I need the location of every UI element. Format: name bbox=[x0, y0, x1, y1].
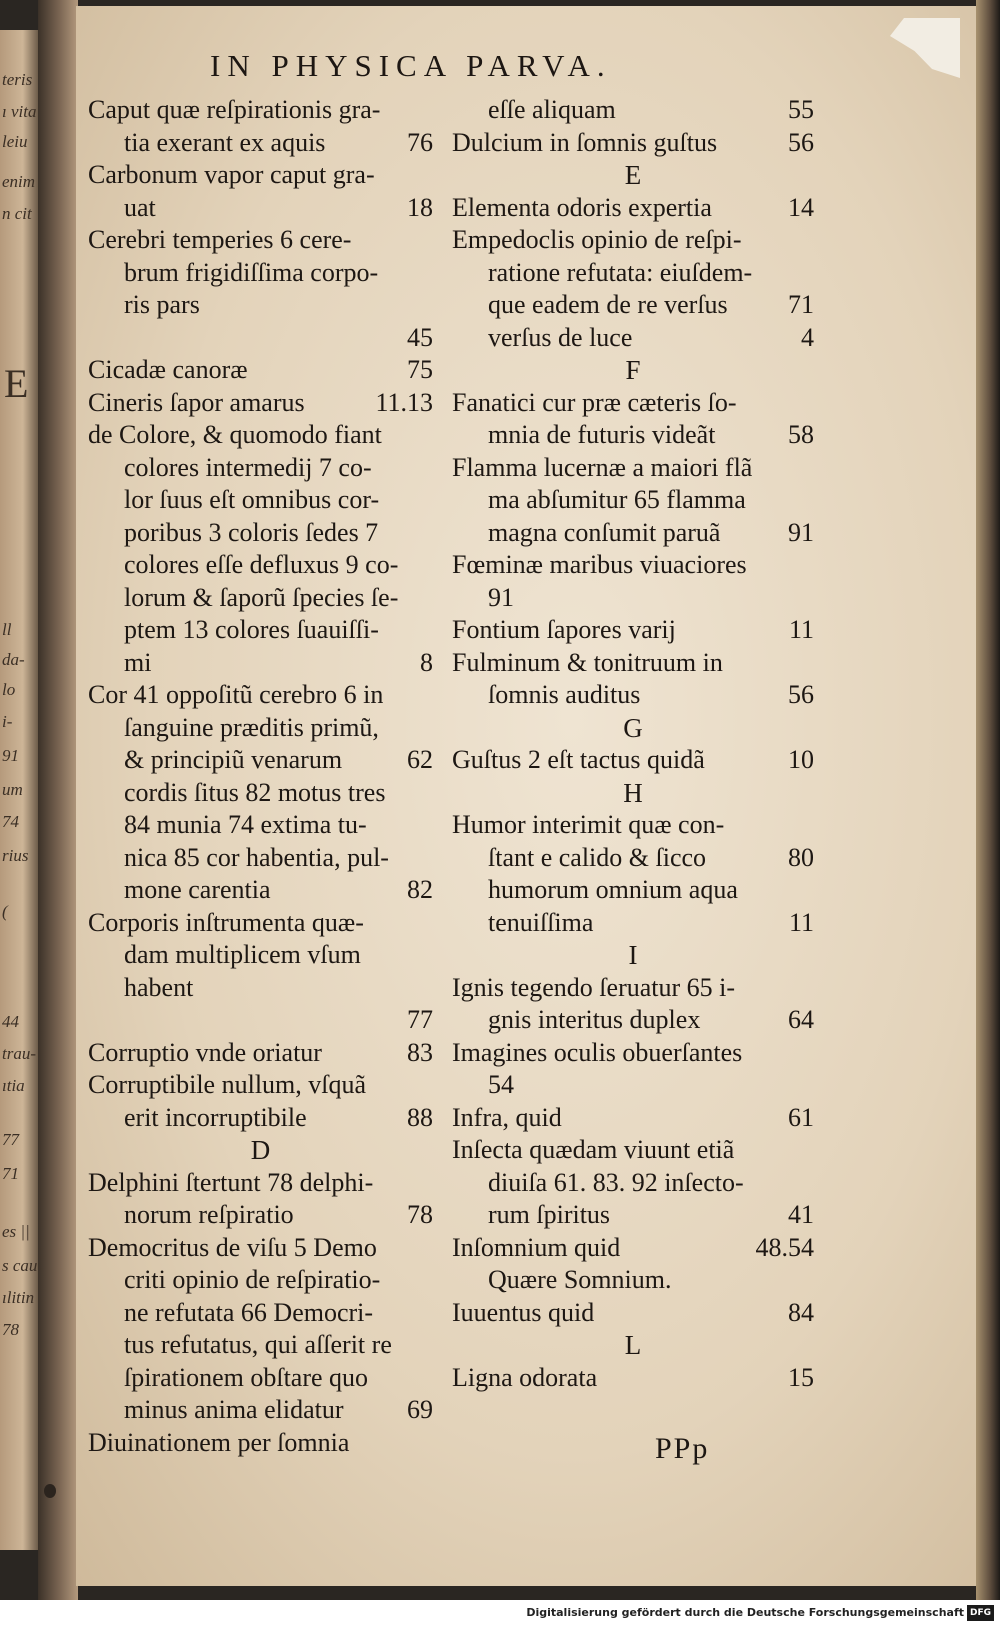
entry-text: norum reſpiratio bbox=[124, 1200, 294, 1229]
page-reference: 11.13 bbox=[375, 387, 433, 417]
index-entry-line bbox=[88, 1167, 433, 1200]
index-entry-line bbox=[88, 549, 433, 582]
page-reference: 11 bbox=[788, 615, 814, 644]
entry-text: Humor interimit quæ con- bbox=[452, 810, 725, 839]
index-entry-line bbox=[452, 1167, 814, 1200]
index-entry-line bbox=[452, 842, 814, 875]
index-entry-line bbox=[88, 192, 433, 225]
entry-text: Flamma lucernæ a maiori flã bbox=[452, 452, 753, 482]
index-entry-line bbox=[88, 582, 433, 615]
index-entry-line bbox=[88, 419, 433, 452]
entry-text: Empedoclis opinio de reſpi- bbox=[452, 225, 742, 254]
entry-text: Cineris ſapor amarus bbox=[88, 387, 305, 417]
index-entry-line bbox=[88, 874, 433, 907]
previous-page-fragment: trau- bbox=[2, 1044, 36, 1063]
entry-text: mi bbox=[124, 647, 152, 677]
signature-mark: PPp bbox=[655, 1432, 710, 1465]
page-reference: 56 bbox=[788, 127, 814, 157]
previous-page-fragment: ı vita bbox=[2, 102, 37, 121]
dfg-logo: DFG bbox=[967, 1605, 994, 1621]
index-entry-line bbox=[452, 809, 814, 842]
entry-text: poribus 3 coloris ſedes 7 bbox=[124, 517, 379, 547]
section-letter: I bbox=[628, 940, 638, 970]
index-entry-line bbox=[452, 1264, 814, 1297]
previous-page-fragment: ( bbox=[2, 902, 8, 921]
entry-text: minus anima elidatur bbox=[124, 1395, 344, 1424]
index-entry-line bbox=[452, 1232, 814, 1265]
index-column-left bbox=[88, 94, 433, 1459]
previous-page-fragment: n cit bbox=[2, 204, 32, 223]
entry-text: Corruptibile nullum, vſquã bbox=[88, 1070, 367, 1099]
entry-text: Fœminæ maribus viuaciores bbox=[452, 550, 747, 579]
funding-credit: Digitalisierung gefördert durch die Deutsche Forschungsgemeinschaft bbox=[526, 1606, 964, 1619]
index-entry-line bbox=[88, 1102, 433, 1135]
entry-text: ſtant e calido & ſicco bbox=[488, 842, 707, 872]
entry-text: magna conſumit paruã bbox=[488, 517, 721, 547]
previous-page-fragment: 74 bbox=[2, 812, 19, 831]
index-entry-line bbox=[452, 1069, 814, 1102]
index-entry-line bbox=[88, 484, 433, 517]
index-entry-line bbox=[88, 1004, 433, 1037]
page-reference: 48.54 bbox=[755, 1232, 814, 1262]
page-reference: 82 bbox=[407, 875, 433, 904]
page-fore-edge bbox=[976, 0, 1000, 1600]
page-reference: 76 bbox=[407, 127, 433, 157]
previous-page-fragment: 77 bbox=[2, 1130, 19, 1149]
index-entry-line bbox=[88, 712, 433, 745]
entry-text: uat bbox=[124, 192, 156, 222]
previous-page-fragment: enim bbox=[2, 172, 36, 191]
page-reference: 56 bbox=[788, 680, 814, 709]
previous-page-fragment: ıtia bbox=[2, 1076, 25, 1095]
previous-page-fragment: ll bbox=[2, 620, 12, 639]
entry-text: eſſe aliquam bbox=[488, 95, 616, 124]
index-entry-line bbox=[452, 452, 814, 485]
page-reference: 88 bbox=[407, 1102, 433, 1132]
entry-text: ratione refutata: eiuſdem- bbox=[488, 257, 753, 287]
index-entry-line bbox=[88, 1329, 433, 1362]
previous-page-fragment: rius bbox=[2, 846, 29, 865]
previous-page-fragment: leiu bbox=[2, 132, 28, 151]
index-entry-line bbox=[88, 517, 433, 550]
index-entry-line bbox=[452, 1037, 814, 1070]
entry-text: Quære Somnium. bbox=[488, 1265, 672, 1294]
index-entry-line bbox=[88, 1232, 433, 1265]
entry-text: Ligna odorata bbox=[452, 1362, 598, 1392]
index-entry-line bbox=[452, 1134, 814, 1167]
page-reference: 4 bbox=[801, 322, 814, 352]
entry-text: mone carentia bbox=[124, 875, 271, 904]
entry-text: Corruptio vnde oriatur bbox=[88, 1037, 322, 1067]
previous-page-fragment: 44 bbox=[2, 1012, 19, 1031]
index-entry-line bbox=[452, 1102, 814, 1135]
index-entry-line bbox=[88, 452, 433, 485]
index-entry-line bbox=[452, 224, 814, 257]
index-entry-line bbox=[452, 907, 814, 940]
entry-text: habent bbox=[124, 972, 194, 1002]
entry-text: que eadem de re verſus bbox=[488, 290, 728, 319]
index-entry-line bbox=[88, 907, 433, 940]
index-entry-line bbox=[88, 289, 433, 322]
page-reference: 62 bbox=[407, 745, 433, 774]
entry-text: Ignis tegendo ſeruatur 65 i- bbox=[452, 972, 736, 1002]
previous-page-fragment: i- bbox=[2, 712, 13, 731]
page-reference: 10 bbox=[788, 745, 814, 774]
index-entry-line bbox=[452, 419, 814, 452]
entry-text: colores intermedij 7 co- bbox=[124, 452, 372, 482]
page-reference: 69 bbox=[407, 1395, 433, 1424]
previous-page-fragment: um bbox=[2, 780, 23, 799]
entry-text: ne refutata 66 Democri- bbox=[124, 1297, 374, 1327]
section-letter: E bbox=[624, 160, 642, 190]
previous-page-fragment: E bbox=[4, 361, 29, 406]
book-gutter bbox=[38, 0, 78, 1600]
entry-text: ris pars bbox=[124, 290, 200, 319]
index-entry-line bbox=[452, 94, 814, 127]
entry-text: erit incorruptibile bbox=[124, 1102, 307, 1132]
index-entry-line bbox=[88, 1199, 433, 1232]
entry-text: dam multiplicem vſum bbox=[124, 940, 361, 969]
entry-text: tenuiſſima bbox=[488, 907, 594, 937]
page-reference: 55 bbox=[788, 95, 814, 124]
previous-page-fragment: 78 bbox=[2, 1320, 19, 1339]
entry-text: lorum & ſaporũ ſpecies ſe- bbox=[124, 582, 399, 612]
previous-page-fragment: 91 bbox=[2, 746, 19, 765]
page-reference: 75 bbox=[407, 355, 433, 384]
index-entry-line bbox=[88, 1297, 433, 1330]
entry-text: gnis interitus duplex bbox=[488, 1005, 701, 1034]
entry-text: Infra, quid bbox=[452, 1102, 562, 1132]
index-entry-line bbox=[452, 582, 814, 615]
index-entry-line bbox=[452, 387, 814, 420]
entry-text: ſpirationem obſtare quo bbox=[124, 1362, 369, 1392]
section-letter: L bbox=[624, 1330, 642, 1360]
index-entry-line bbox=[452, 1199, 814, 1232]
entry-text: ptem 13 colores ſuauiſſi- bbox=[124, 615, 379, 644]
entry-text: nica 85 cor habentia, pul- bbox=[124, 842, 389, 872]
page-reference: 91 bbox=[788, 517, 814, 547]
index-entry-line bbox=[88, 1394, 433, 1427]
index-entry-line bbox=[88, 127, 433, 160]
index-entry-line bbox=[452, 679, 814, 712]
index-entry-line bbox=[88, 842, 433, 875]
page-reference: 77 bbox=[407, 1005, 433, 1034]
index-entry-line bbox=[452, 1004, 814, 1037]
index-entry-line bbox=[88, 809, 433, 842]
page-reference: 80 bbox=[788, 842, 814, 872]
index-entry-line bbox=[88, 1069, 433, 1102]
entry-text: Caput quæ reſpirationis gra- bbox=[88, 95, 381, 124]
index-entry-line bbox=[452, 192, 814, 225]
page-reference: 58 bbox=[788, 420, 814, 449]
entry-text: criti opinio de reſpiratio- bbox=[124, 1265, 381, 1294]
entry-text: verſus de luce bbox=[488, 322, 633, 352]
entry-text: tia exerant ex aquis bbox=[124, 127, 326, 157]
entry-text: Fulminum & tonitruum in bbox=[452, 647, 723, 677]
index-entry-line bbox=[88, 614, 433, 647]
entry-text: Fanatici cur præ cæteris ſo- bbox=[452, 387, 737, 417]
index-entry-line bbox=[88, 94, 433, 127]
index-entry-line bbox=[88, 679, 433, 712]
entry-text: 84 munia 74 extima tu- bbox=[124, 810, 367, 839]
index-entry-line bbox=[88, 1264, 433, 1297]
entry-text: ſanguine præditis primũ, bbox=[124, 712, 379, 742]
section-letter: F bbox=[625, 355, 641, 385]
page-reference: 11 bbox=[788, 907, 814, 937]
entry-text: ma abſumitur 65 flamma bbox=[488, 485, 746, 514]
index-entry-line bbox=[88, 257, 433, 290]
previous-page-fragment: da- bbox=[2, 650, 25, 669]
entry-text: mnia de futuris videãt bbox=[488, 420, 716, 449]
index-entry-line bbox=[452, 1297, 814, 1330]
previous-page-fragment: lo bbox=[2, 680, 16, 699]
index-entry-line bbox=[452, 257, 814, 290]
previous-page-fragment: 71 bbox=[2, 1164, 19, 1183]
index-entry-line bbox=[88, 939, 433, 972]
index-entry-line bbox=[88, 647, 433, 680]
index-entry-line bbox=[88, 159, 433, 192]
entry-text: Elementa odoris expertia bbox=[452, 192, 712, 222]
index-entry-line bbox=[452, 1362, 814, 1395]
page-reference: 84 bbox=[788, 1297, 814, 1327]
previous-page-fragment: ılitin bbox=[2, 1288, 35, 1307]
running-head: IN PHYSICA PARVA. bbox=[210, 48, 612, 83]
page-reference: 61 bbox=[788, 1102, 814, 1132]
index-entry-line bbox=[452, 517, 814, 550]
index-entry-line bbox=[88, 744, 433, 777]
index-entry-line bbox=[88, 322, 433, 355]
index-entry-line bbox=[88, 1362, 433, 1395]
section-letter: H bbox=[623, 777, 643, 808]
previous-page-fragment: s cau bbox=[2, 1256, 38, 1275]
digitization-footer bbox=[0, 1600, 1000, 1628]
section-letter: D bbox=[250, 1135, 271, 1165]
entry-text: Corporis inſtrumenta quæ- bbox=[88, 907, 364, 937]
section-letter: G bbox=[623, 712, 643, 743]
entry-text: Fontium ſapores varij bbox=[452, 615, 676, 644]
entry-text: Imagines oculis obuerſantes bbox=[452, 1037, 743, 1067]
ink-blot bbox=[44, 1484, 56, 1498]
index-entry-line bbox=[452, 484, 814, 517]
index-column-right bbox=[452, 94, 814, 1394]
previous-page-edge bbox=[0, 30, 38, 1550]
entry-text: Cerebri temperies 6 cere- bbox=[88, 225, 352, 254]
entry-text: Dulcium in ſomnis guſtus bbox=[452, 127, 718, 157]
entry-text: Democritus de viſu 5 Demo bbox=[88, 1232, 377, 1262]
entry-text: brum frigidiſſima corpo- bbox=[124, 257, 379, 287]
index-entry-line bbox=[452, 972, 814, 1005]
index-entry-line bbox=[452, 127, 814, 160]
entry-text: Inſecta quædam viuunt etiã bbox=[452, 1135, 735, 1164]
entry-text: Inſomnium quid bbox=[452, 1232, 621, 1262]
page-reference: 15 bbox=[788, 1362, 814, 1392]
entry-text: 91 bbox=[488, 582, 514, 612]
entry-text: rum ſpiritus bbox=[488, 1200, 611, 1229]
page-reference: 14 bbox=[788, 192, 814, 222]
page-reference: 8 bbox=[420, 647, 433, 677]
index-entry-line bbox=[452, 614, 814, 647]
entry-text: diuiſa 61. 83. 92 inſecto- bbox=[488, 1167, 744, 1197]
index-entry-line bbox=[88, 1427, 433, 1460]
index-entry-line bbox=[452, 647, 814, 680]
page-reference: 45 bbox=[407, 322, 433, 352]
entry-text: colores eſſe defluxus 9 co- bbox=[124, 550, 399, 579]
entry-text: tus refutatus, qui aſſerit re bbox=[124, 1330, 392, 1359]
index-entry-line bbox=[452, 289, 814, 322]
index-entry-line bbox=[88, 972, 433, 1005]
previous-page-fragment: teris bbox=[2, 70, 33, 89]
index-entry-line bbox=[452, 549, 814, 582]
entry-text: ſomnis auditus bbox=[488, 680, 641, 709]
index-entry-line bbox=[452, 874, 814, 907]
entry-text: Diuinationem per ſomnia bbox=[88, 1427, 350, 1457]
entry-text: lor ſuus eſt omnibus cor- bbox=[124, 485, 380, 514]
page-reference: 71 bbox=[788, 290, 814, 319]
index-entry-line bbox=[88, 777, 433, 810]
entry-text: cordis ſitus 82 motus tres bbox=[124, 777, 386, 807]
entry-text: Guſtus 2 eſt tactus quidã bbox=[452, 745, 705, 774]
entry-text: 54 bbox=[488, 1070, 514, 1099]
index-entry-line bbox=[88, 224, 433, 257]
page-reference: 18 bbox=[407, 192, 433, 222]
previous-page-fragment: es || bbox=[2, 1222, 30, 1241]
page-reference: 83 bbox=[407, 1037, 433, 1067]
index-entry-line bbox=[88, 354, 433, 387]
index-entry-line bbox=[452, 744, 814, 777]
entry-text: Delphini ſtertunt 78 delphi- bbox=[88, 1167, 374, 1197]
entry-text: Iuuentus quid bbox=[452, 1297, 595, 1327]
index-entry-line bbox=[452, 322, 814, 355]
entry-text: de Colore, & quomodo fiant bbox=[88, 420, 382, 449]
page-reference: 41 bbox=[788, 1200, 814, 1229]
entry-text: Cor 41 oppoſitũ cerebro 6 in bbox=[88, 680, 384, 709]
entry-text: & principiũ venarum bbox=[124, 745, 343, 774]
page-reference: 78 bbox=[407, 1200, 433, 1229]
entry-text: humorum omnium aqua bbox=[488, 875, 738, 904]
entry-text: Cicadæ canoræ bbox=[88, 355, 248, 384]
page-reference: 64 bbox=[788, 1005, 814, 1034]
index-entry-line bbox=[88, 387, 433, 420]
index-entry-line bbox=[88, 1037, 433, 1070]
entry-text: Carbonum vapor caput gra- bbox=[88, 160, 375, 189]
